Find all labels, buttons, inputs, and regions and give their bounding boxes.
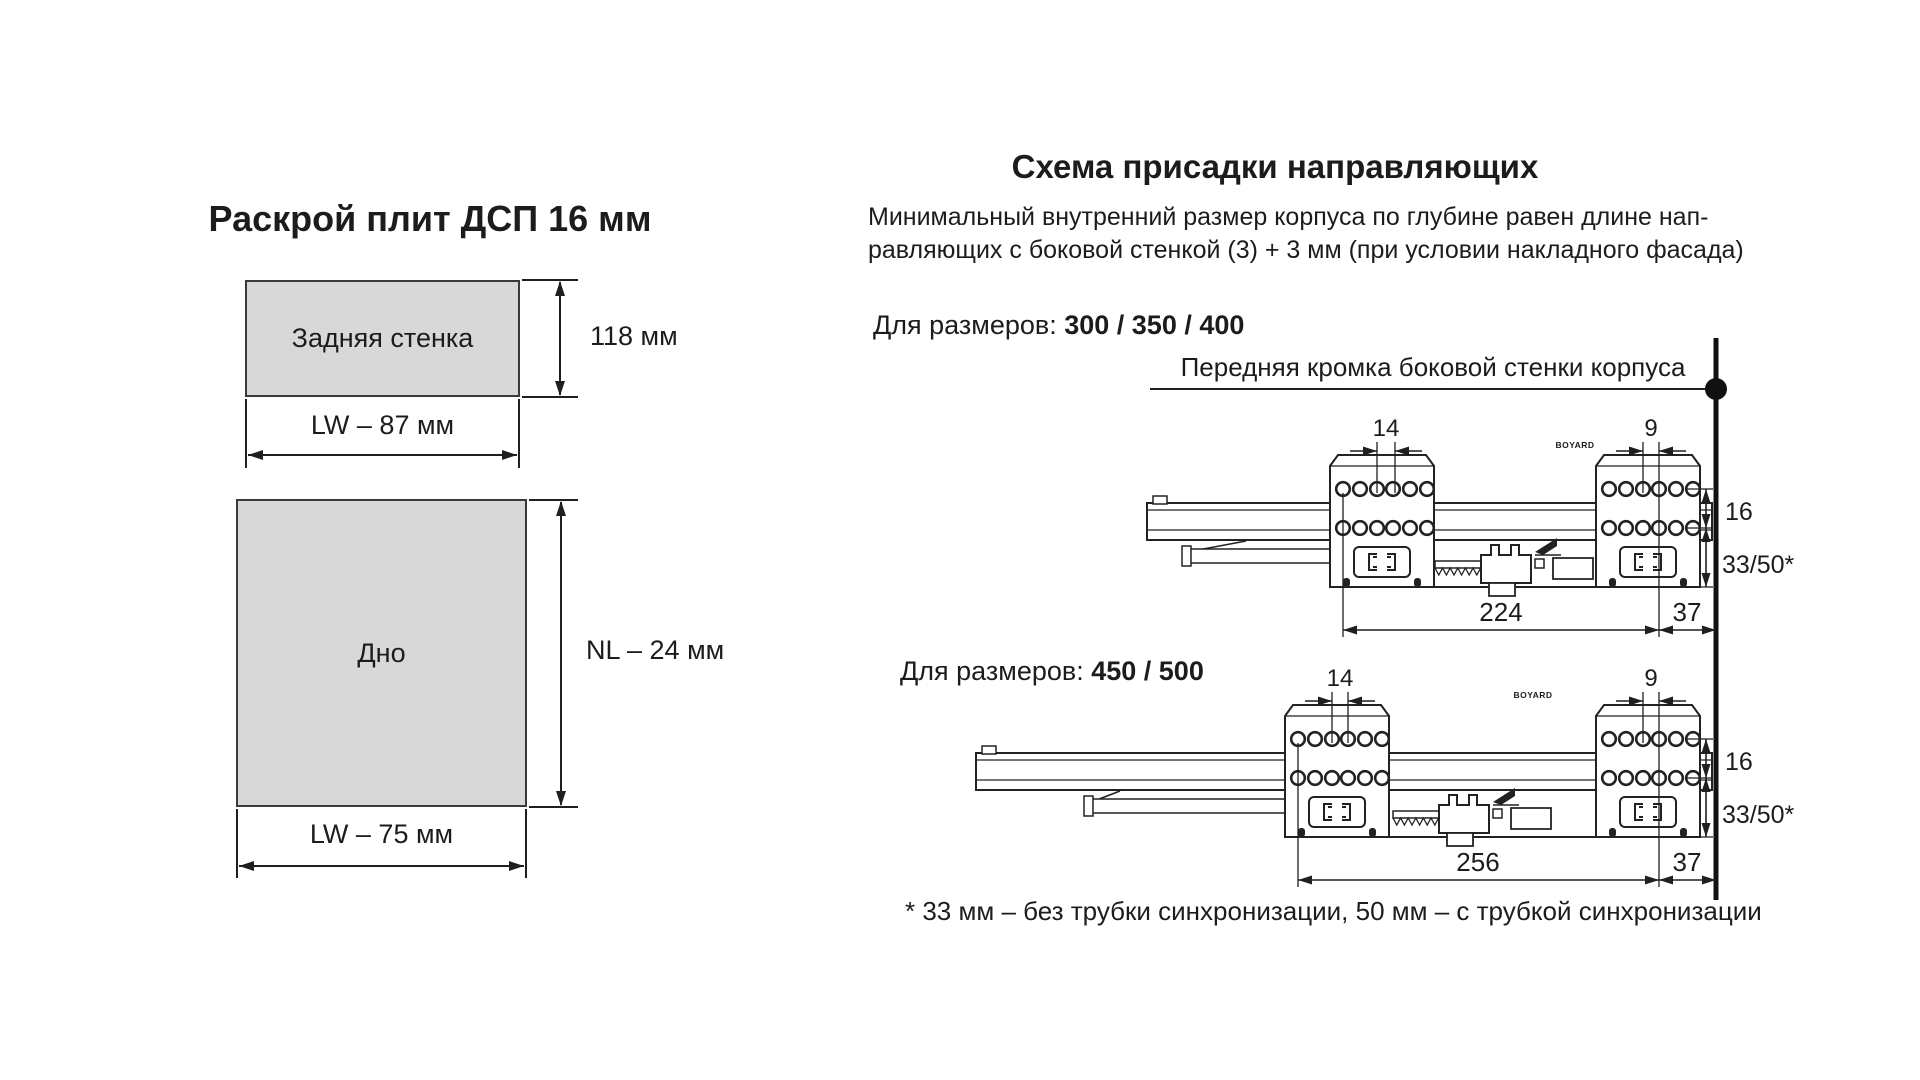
svg-text:33/50*: 33/50* [1722, 801, 1795, 829]
front-edge-label: Передняя кромка боковой стенки корпуса [1180, 352, 1686, 382]
dim-37-drawing2 [1659, 847, 1716, 885]
intro-line-2: равляющих с боковой стенкой (3) + 3 мм (при условии накладного фасада) [868, 236, 1744, 264]
svg-text:9: 9 [1644, 415, 1658, 442]
drilling-scheme-drawing [880, 330, 1900, 930]
intro-line-1: Минимальный внутренний размер корпуса по глубине равен длине нап- [868, 203, 1709, 231]
bottom-panel-label: Дно [357, 637, 406, 668]
svg-text:14: 14 [1372, 415, 1400, 442]
svg-text:224: 224 [1479, 597, 1523, 627]
slide-drawing-450-500 [976, 665, 1795, 887]
svg-text:37: 37 [1672, 847, 1702, 877]
sizes-row-1-value: 300 / 350 / 400 [1064, 310, 1245, 340]
intro-paragraph [868, 201, 1744, 267]
bottom-panel-width-dim: LW – 75 мм [309, 819, 454, 849]
right-panel-title: Схема присадки направляющих [1011, 148, 1539, 185]
svg-text:16: 16 [1725, 498, 1753, 526]
sizes-row-1-label: Для размеров: [873, 310, 1065, 340]
svg-text:9: 9 [1644, 665, 1658, 692]
left-panel-dimension-lines [140, 260, 780, 900]
left-panel-title: Раскрой плит ДСП 16 мм [208, 198, 652, 239]
dim-118-lines [522, 280, 578, 397]
sizes-row-2-label: Для размеров: [900, 656, 1092, 686]
dim-nl24-lines [529, 500, 578, 807]
slide-drawing-300-400 [1147, 415, 1795, 637]
back-wall-label: Задняя стенка [291, 323, 474, 353]
svg-text:37: 37 [1672, 597, 1702, 627]
svg-text:14: 14 [1326, 665, 1354, 692]
slide-logo-text-2: BOYARD [1513, 690, 1553, 700]
svg-text:256: 256 [1456, 847, 1500, 877]
sizes-row-2-value: 450 / 500 [1091, 656, 1204, 686]
back-wall-width-dim: LW – 87 мм [310, 410, 455, 440]
reference-dot [1705, 378, 1727, 400]
back-wall-height-dim: 118 мм [590, 321, 678, 351]
svg-text:33/50*: 33/50* [1722, 551, 1795, 579]
footnote: * 33 мм – без трубки синхронизации, 50 мм – с трубкой синхронизации [905, 896, 1762, 926]
svg-text:16: 16 [1725, 748, 1753, 776]
slide-logo-text-1: BOYARD [1555, 440, 1595, 450]
dim-37-drawing1 [1659, 597, 1716, 635]
bottom-panel-height-dim: NL – 24 мм [586, 635, 725, 665]
